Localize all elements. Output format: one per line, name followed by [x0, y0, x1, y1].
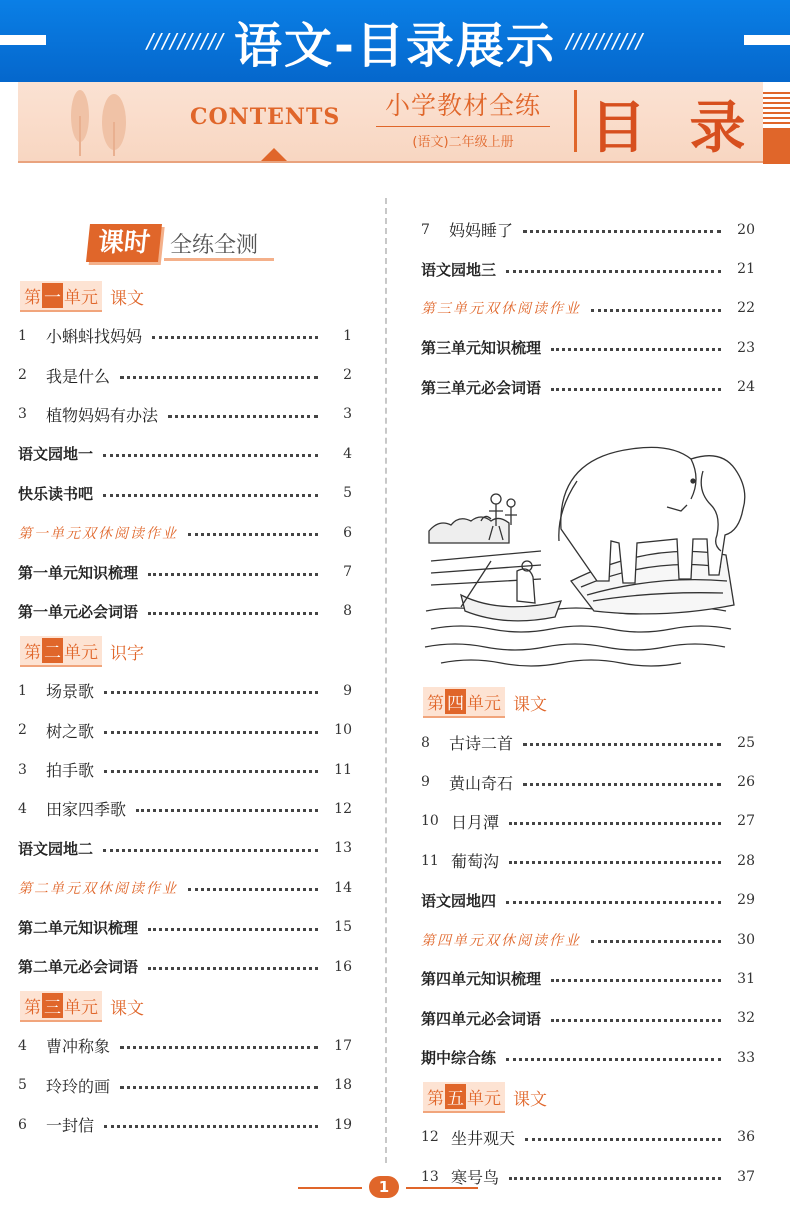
entry-title: 语文园地二 — [18, 839, 94, 858]
dot-leader — [523, 230, 721, 233]
dot-leader — [523, 743, 721, 746]
entry-title: 植物妈妈有办法 — [46, 405, 159, 425]
mulu-title: 目 录 — [590, 96, 758, 161]
unit-suffix: 单元 — [64, 642, 98, 663]
dot-leader — [551, 1019, 721, 1022]
book-title-block — [368, 86, 558, 150]
unit-heading — [421, 1077, 755, 1117]
lesson-number: 7 — [421, 221, 430, 238]
dot-leader — [104, 1125, 318, 1128]
entry-title: 日月潭 — [451, 812, 500, 832]
toc-entry — [18, 434, 352, 473]
entry-title: 田家四季歌 — [46, 800, 127, 820]
page-ref: 17 — [334, 1037, 352, 1054]
unit-prefix: 第 — [427, 1088, 444, 1109]
entry-title: 第二单元双休阅读作业 — [18, 880, 178, 897]
lesson-number: 11 — [421, 852, 439, 869]
toc-entry — [421, 959, 755, 998]
entry-title: 拍手歌 — [46, 761, 95, 781]
unit-type: 识字 — [110, 643, 144, 664]
right-column-top-spacer — [421, 198, 755, 210]
page-ref: 1 — [343, 327, 352, 344]
toc-entry — [421, 723, 755, 762]
page-ref: 30 — [737, 931, 755, 948]
page-ref: 4 — [343, 445, 352, 462]
page-ref: 22 — [737, 300, 755, 317]
dot-leader — [148, 612, 318, 615]
entry-title: 一封信 — [46, 1116, 95, 1136]
dot-leader — [523, 783, 721, 786]
dot-leader — [152, 336, 318, 339]
entry-title: 第二单元知识梳理 — [18, 918, 139, 937]
page-ref: 15 — [334, 919, 352, 936]
entry-title: 第一单元必会词语 — [18, 602, 139, 621]
toc-entry — [18, 1105, 352, 1144]
section-badge-label: 课时 — [86, 224, 162, 262]
entry-title: 语文园地一 — [18, 445, 94, 464]
page-ref: 6 — [343, 524, 352, 541]
contents-header — [18, 82, 763, 162]
dot-leader — [188, 533, 318, 536]
page-ref: 3 — [343, 406, 352, 423]
dot-leader — [104, 731, 318, 734]
page-ref: 11 — [334, 761, 352, 778]
unit-type: 课文 — [110, 288, 144, 309]
dot-leader — [103, 494, 318, 497]
header-bottom-rule — [18, 161, 763, 163]
unit-tag — [423, 687, 505, 718]
lesson-number: 5 — [18, 1077, 27, 1094]
unit-heading — [18, 631, 352, 671]
page-ref: 8 — [343, 603, 352, 620]
banner-bar-right — [744, 35, 790, 45]
lesson-number: 4 — [18, 1037, 27, 1054]
dot-leader — [120, 376, 318, 379]
page-ref: 26 — [737, 774, 755, 791]
entry-title: 我是什么 — [46, 366, 111, 386]
dot-leader — [509, 822, 721, 825]
entry-title: 第四单元知识梳理 — [421, 970, 542, 989]
entry-title: 古诗二首 — [449, 734, 514, 754]
page-ref: 32 — [737, 1010, 755, 1027]
unit-tag — [20, 281, 102, 312]
page-ref: 19 — [334, 1116, 352, 1133]
entry-title: 黄山奇石 — [449, 773, 514, 793]
entry-title: 第一单元双休阅读作业 — [18, 525, 178, 542]
entry-title: 坐井观天 — [451, 1128, 516, 1148]
lesson-number: 6 — [18, 1116, 27, 1133]
tree-silhouette-icon — [58, 86, 148, 158]
entry-title: 妈妈睡了 — [449, 221, 514, 241]
unit-type: 课文 — [110, 998, 144, 1019]
banner-title: 语文-目录展示 — [234, 17, 556, 74]
unit-suffix: 单元 — [64, 997, 98, 1018]
dot-leader — [120, 1086, 318, 1089]
page-ref: 23 — [737, 339, 755, 356]
unit-prefix: 第 — [24, 642, 41, 663]
header-orange-tab — [763, 128, 790, 164]
header-stripe-decoration — [763, 92, 790, 126]
entry-title: 期中综合练 — [421, 1049, 497, 1068]
book-subtitle: (语文)二年级上册 — [412, 135, 514, 150]
lesson-number: 3 — [18, 761, 27, 778]
entry-title: 寒号鸟 — [451, 1168, 500, 1188]
toc-entry — [18, 829, 352, 868]
unit-tag — [423, 1082, 505, 1113]
toc-entry — [18, 671, 352, 710]
page-ref: 18 — [334, 1077, 352, 1094]
toc-entry — [421, 802, 755, 841]
dot-leader — [136, 809, 318, 812]
book-title-rule — [376, 126, 550, 127]
entry-title: 第三单元必会词语 — [421, 378, 542, 397]
entry-title: 场景歌 — [46, 682, 95, 702]
page-ref: 36 — [737, 1129, 755, 1146]
dot-leader — [103, 454, 318, 457]
page-ref: 2 — [343, 367, 352, 384]
dot-leader — [104, 770, 318, 773]
banner-slashes-left: ////////// — [146, 29, 225, 53]
unit-type: 课文 — [513, 1089, 547, 1110]
unit-tag — [20, 636, 102, 667]
unit-suffix: 单元 — [64, 287, 98, 308]
page-ref: 21 — [737, 261, 755, 278]
page-ref: 7 — [343, 564, 352, 581]
dot-leader — [104, 691, 318, 694]
lesson-number: 4 — [18, 800, 27, 817]
footer-rule-right — [406, 1187, 478, 1189]
toc-entry — [421, 328, 755, 367]
page-number: 1 — [369, 1176, 399, 1198]
entry-title: 快乐读书吧 — [18, 484, 94, 503]
toc-entry — [421, 368, 755, 407]
dot-leader — [591, 940, 721, 943]
entry-title: 树之歌 — [46, 721, 95, 741]
unit-tag — [20, 991, 102, 1022]
toc-entry — [18, 316, 352, 355]
toc-entry — [18, 1066, 352, 1105]
page-ref: 33 — [737, 1049, 755, 1066]
page-ref: 20 — [737, 221, 755, 238]
dot-leader — [148, 573, 318, 576]
toc-entry — [421, 999, 755, 1038]
toc-entry — [18, 868, 352, 907]
entry-title: 第一单元知识梳理 — [18, 563, 139, 582]
unit-number: 一 — [42, 283, 63, 308]
dot-leader — [525, 1138, 721, 1141]
unit-suffix: 单元 — [467, 1088, 501, 1109]
dot-leader — [509, 861, 721, 864]
section-badge-text: 全练全测 — [170, 233, 259, 258]
top-banner — [0, 0, 790, 82]
column-divider — [385, 198, 387, 1163]
entry-title: 曹冲称象 — [46, 1037, 111, 1057]
header-divider — [574, 90, 577, 152]
dot-leader — [551, 348, 721, 351]
unit-prefix: 第 — [24, 997, 41, 1018]
page-ref: 28 — [737, 852, 755, 869]
contents-label: CONTENTS — [190, 104, 341, 130]
toc-entry — [421, 1038, 755, 1077]
unit-number: 三 — [42, 993, 63, 1018]
dot-leader — [591, 309, 721, 312]
banner-slashes-right: ////////// — [565, 29, 644, 53]
page-footer — [0, 1172, 790, 1200]
dot-leader — [103, 849, 318, 852]
toc-entry — [421, 762, 755, 801]
entry-title: 葡萄沟 — [451, 852, 500, 872]
page-ref: 5 — [343, 485, 352, 502]
toc-entry — [421, 210, 755, 249]
dot-leader — [148, 928, 318, 931]
toc-entry — [18, 1026, 352, 1065]
lesson-number: 9 — [421, 774, 430, 791]
illustration — [421, 411, 755, 673]
toc-entry — [18, 474, 352, 513]
page-ref: 29 — [737, 892, 755, 909]
entry-title: 语文园地三 — [421, 260, 497, 279]
page-ref: 37 — [737, 1168, 755, 1185]
unit-heading — [18, 276, 352, 316]
unit-number: 四 — [445, 689, 466, 714]
entry-title: 第三单元双休阅读作业 — [421, 301, 581, 318]
page-ref: 24 — [737, 379, 755, 396]
toc-entry — [18, 355, 352, 394]
entry-title: 第四单元必会词语 — [421, 1009, 542, 1028]
lesson-number: 2 — [18, 722, 27, 739]
toc-entry — [421, 1117, 755, 1156]
entry-title: 语文园地四 — [421, 891, 497, 910]
toc-entry — [421, 841, 755, 880]
unit-number: 二 — [42, 638, 63, 663]
toc-entry — [18, 592, 352, 631]
entry-title: 第二单元必会词语 — [18, 958, 139, 977]
page-ref: 10 — [334, 722, 352, 739]
elephant-boat-illustration — [421, 411, 751, 673]
unit-type: 课文 — [513, 695, 547, 716]
toc-entry — [18, 395, 352, 434]
dot-leader — [188, 888, 318, 891]
dot-leader — [506, 1058, 721, 1061]
dot-leader — [506, 901, 721, 904]
dot-leader — [551, 979, 721, 982]
header-triangle — [260, 148, 288, 162]
book-title: 小学教材全练 — [384, 91, 541, 120]
toc-entry — [18, 552, 352, 591]
unit-number: 五 — [445, 1084, 466, 1109]
toc-entry — [421, 249, 755, 288]
page-ref: 16 — [334, 958, 352, 975]
lesson-number: 1 — [18, 327, 27, 344]
page-ref: 12 — [334, 800, 352, 817]
toc-entry — [421, 881, 755, 920]
toc-entry — [18, 711, 352, 750]
page-ref: 9 — [343, 682, 352, 699]
toc-entry — [421, 289, 755, 328]
page-ref: 25 — [737, 734, 755, 751]
toc-entry — [18, 947, 352, 986]
toc-entry — [18, 513, 352, 552]
lesson-number: 8 — [421, 734, 430, 751]
entry-title: 第四单元双休阅读作业 — [421, 932, 581, 949]
lesson-number: 10 — [421, 813, 439, 830]
lesson-number: 2 — [18, 367, 27, 384]
toc-entry — [18, 907, 352, 946]
page-ref: 31 — [737, 970, 755, 987]
toc-entry — [421, 920, 755, 959]
lesson-number: 13 — [421, 1168, 439, 1185]
toc-entry — [18, 789, 352, 828]
unit-heading — [18, 986, 352, 1026]
toc-left-column — [18, 198, 352, 1144]
banner-bar-left — [0, 35, 46, 45]
dot-leader — [148, 967, 318, 970]
unit-prefix: 第 — [427, 694, 444, 715]
page-ref: 14 — [334, 879, 352, 896]
dot-leader — [551, 388, 721, 391]
toc-entry — [18, 750, 352, 789]
dot-leader — [168, 415, 318, 418]
section-badge — [88, 214, 352, 260]
entry-title: 小蝌蚪找妈妈 — [46, 327, 143, 347]
unit-suffix: 单元 — [467, 694, 501, 715]
dot-leader — [506, 270, 721, 273]
page-ref: 27 — [737, 813, 755, 830]
page-ref: 13 — [334, 840, 352, 857]
entry-title: 玲玲的画 — [46, 1076, 111, 1096]
lesson-number: 1 — [18, 682, 27, 699]
lesson-number: 3 — [18, 406, 27, 423]
dot-leader — [120, 1046, 318, 1049]
unit-prefix: 第 — [24, 287, 41, 308]
entry-title: 第三单元知识梳理 — [421, 339, 542, 358]
unit-heading — [421, 683, 755, 723]
lesson-number: 12 — [421, 1129, 439, 1146]
footer-rule-left — [298, 1187, 362, 1189]
toc-right-column — [421, 198, 755, 1196]
